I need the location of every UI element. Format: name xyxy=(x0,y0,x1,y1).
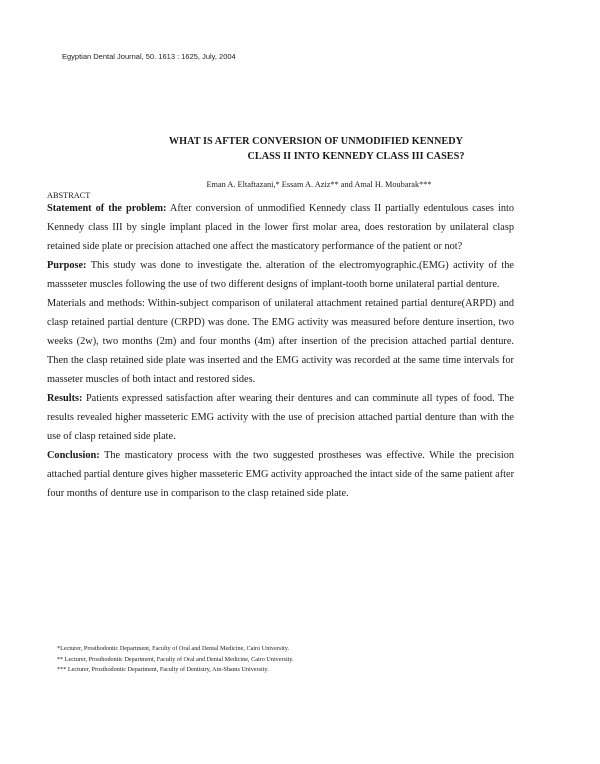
purpose-text: This study was done to investigate the. alteration of the electromyographic.(EMG) activity of the massseter muscles following the use of two different designs of implant-tooth borne unilateral partial denture. xyxy=(47,260,514,290)
purpose-paragraph xyxy=(47,256,514,294)
statement-paragraph xyxy=(47,199,514,256)
statement-label: Statement of the problem: xyxy=(47,203,167,214)
footnotes xyxy=(57,644,294,676)
materials-text: Materials and methods: Within-subject comparison of unilateral attachment retained partial denture(ARPD) and clasp retained partial denture (CRPD) was done. The EMG activity was measured before denture insertion, two weeks (2w), two months (2m) and four months (4m) after insertion of the precision attached partial denture. Then the clasp retained side plate was inserted and the EMG activity was recorded at the same time intervals for masseter muscles of both intact and restored sides. xyxy=(47,298,514,385)
results-label: Results: xyxy=(47,393,83,404)
journal-citation: Egyptian Dental Journal, 50. 1613 : 1625, July, 2004 xyxy=(62,52,236,61)
abstract-body xyxy=(47,199,514,503)
conclusion-label: Conclusion: xyxy=(47,450,100,461)
results-paragraph xyxy=(47,389,514,446)
footnote: *** Lecturer, Prosthodontic Department, Faculty of Dentistry, Ain-Shams University. xyxy=(57,666,269,673)
footnote: ** Lecturer, Prosthodontic Department, Faculty of Oral and Dental Medicine, Cairo University. xyxy=(57,655,294,663)
paper-title-line-2: CLASS II INTO KENNEDY CLASS III CASES? xyxy=(247,151,465,162)
author-list: Eman A. Eltaftazani,* Essam A. Aziz** and Amal H. Moubarak*** xyxy=(206,180,432,189)
conclusion-text: The masticatory process with the two suggested prostheses was effective. While the precision attached partial denture gives higher masseteric EMG activity approached the intact side of the same patient after four months of denture use in comparison to the clasp retained side plate. xyxy=(47,450,514,499)
conclusion-paragraph xyxy=(47,446,514,503)
paper-title-line-1: WHAT IS AFTER CONVERSION OF UNMODIFIED KENNEDY xyxy=(168,136,464,147)
materials-paragraph xyxy=(47,294,514,389)
statement-text: After conversion of unmodified Kennedy class II partially edentulous cases into Kennedy class III by single implant placed in the lower first molar area, does restoration by unilateral clasp retained side plate or precision attached one affect the masticatory performance of the patient or not? xyxy=(47,203,514,252)
purpose-label: Purpose: xyxy=(47,260,87,271)
results-text: Patients expressed satisfaction after wearing their dentures and can comminute all types of food. The results revealed higher masseteric EMG activity with the use of precision attached partial denture than with the use of clasp retained side plate. xyxy=(47,393,514,442)
abstract-heading: ABSTRACT xyxy=(47,191,91,200)
footnote: *Lecturer, Prosthodontic Department, Faculty of Oral and Dental Medicine, Cairo University. xyxy=(57,645,290,652)
